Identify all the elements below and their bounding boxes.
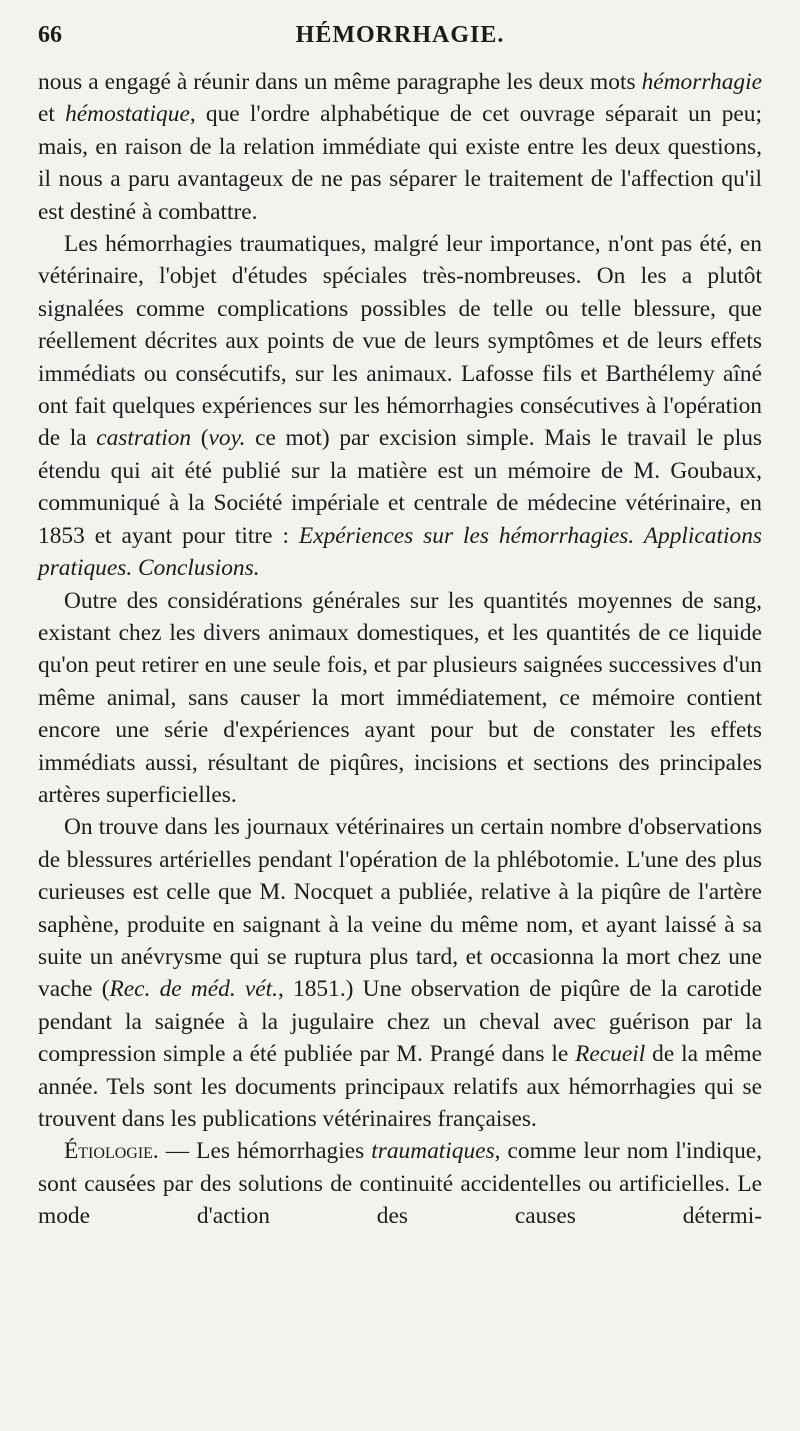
text-run: et — [38, 101, 66, 128]
paragraph-5 — [38, 1135, 762, 1232]
text-run: , 1851.) Une observation de piqûre de la carotide pendant la saignée à la jugulaire chez un cheval avec guérison par la compression simple a été publiée par M. Prangé dans le — [38, 976, 762, 1068]
text-run: ce mot) par excision simple. Mais le travail le plus étendu qui ait été publié sur la matière est un mémoire de M. Goubaux, communiqué à la Société impériale et centrale de médecine vétérinaire, en 1853 et ayant pour titre : — [38, 425, 763, 549]
italic-term: hémorrhagie — [641, 69, 762, 95]
italic-term: castration — [96, 425, 192, 452]
paragraph-4 — [38, 811, 762, 1135]
paragraph-2 — [38, 228, 762, 584]
page-number: 66 — [38, 22, 62, 48]
text-run: de la même année. Tels sont les documents principaux relatifs aux hémorrhagies qui se trouvent dans les publications vétérinaires françaises. — [38, 1041, 762, 1132]
running-title: HÉMORRHAGIE. — [295, 22, 505, 48]
text-run: Les hémorrhagies traumatiques, malgré leur importance, n'ont pas été, en vétérinaire, l'objet d'études spéciales très-nombreuses. On les a plutôt signalées comme complications possibles de telle ou telle blessure, que réellement décrites aux points de vue de leurs symptômes et de leurs effets immédiats ou consécutifs, sur les animaux. Lafosse fils et Barthélemy aîné ont fait quelques expériences sur les hémorrhagies consécutives à l'opération de la — [38, 231, 762, 452]
text-run: On trouve dans les journaux vétérinaires un certain nombre d'observations de blessures artérielles pendant l'opération de la phlébotomie. L'une des plus curieuses est celle que M. Nocquet a publiée, relative à la piqûre de l'artère saphène, produite en saignant à la veine du même nom, et ayant laissé à sa suite un anévrysme qui se ruptura plus tard, et occasionna la mort chez une vache ( — [38, 814, 762, 1003]
text-run: , que l'ordre alphabétique de cet ouvrage séparait un peu; mais, en raison de la relation immédiate qui existe entre les deux questions, il nous a paru avantageux de ne pas séparer le traitement de l'affection qu'il est destiné à combattre. — [38, 101, 762, 225]
italic-term: voy. — [208, 425, 246, 452]
italic-citation: Rec. de méd. vét. — [109, 976, 278, 1003]
italic-term: hémostatique — [65, 101, 190, 128]
text-run: nous a engagé à réunir dans un même paragraphe les deux mots — [38, 69, 642, 95]
paragraph-1 — [38, 66, 762, 228]
page-header — [38, 14, 762, 66]
italic-term: Recueil — [575, 1041, 646, 1068]
text-run: , comme leur nom l'indique, sont causées par des solutions de continuité accidentelles ou artificielles. Le mode d'action des causes détermi- — [38, 1138, 762, 1230]
text-run: Outre des considérations générales sur les quantités moyennes de sang, existant chez les divers animaux domestiques, et les quantités de ce liquide qu'on peut retirer en une seule fois, et par plusieurs saignées successives d'un même animal, sans causer la mort immédiatement, ce mémoire contient encore une série d'expériences ayant pour but de constater les effets immédiats aussi, résultant de piqûres, incisions et sections des principales artères superficielles. — [38, 587, 762, 808]
section-heading: Étiologie. — [64, 1138, 159, 1165]
italic-title: Expériences sur les hémorrhagies. Applications pratiques. Conclusions. — [38, 522, 762, 582]
paragraph-3 — [38, 585, 762, 812]
body-text — [38, 66, 762, 1233]
text-run: — Les hémorrhagies — [158, 1138, 372, 1165]
italic-term: traumatiques — [371, 1138, 495, 1165]
text-run: ( — [191, 425, 209, 452]
